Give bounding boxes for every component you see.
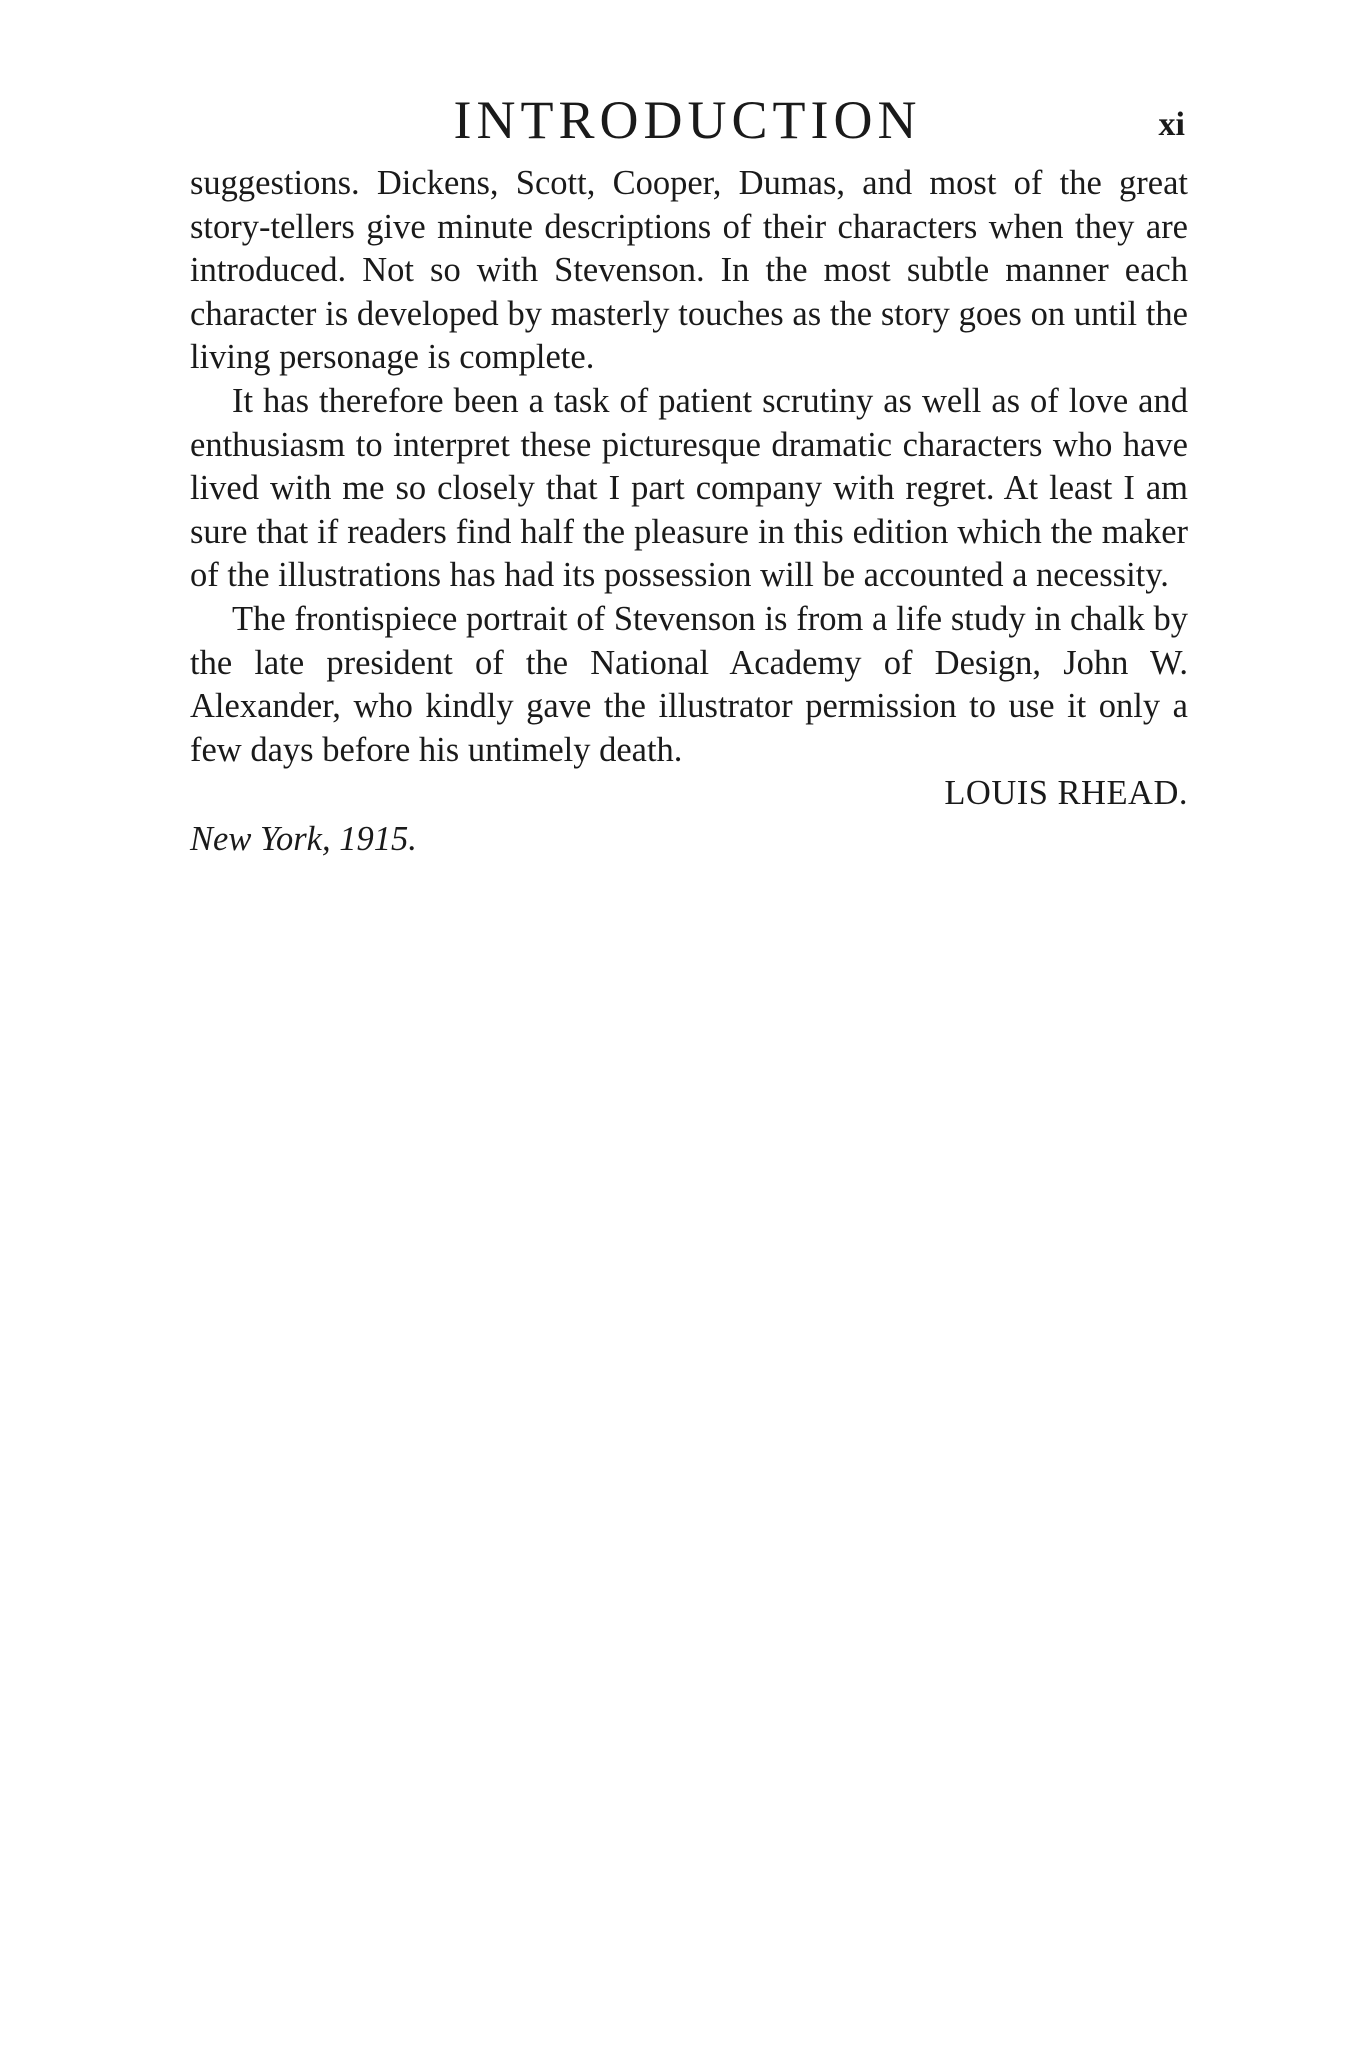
author-signature: LOUIS RHEAD. — [944, 774, 1188, 813]
chapter-title: INTRODUCTION — [453, 90, 922, 150]
paragraph: The frontispiece portrait of Stevenson is from a life study in chalk by the late president of the National Academy of Design, John W. Alexander, who kindly gave the illustrator permission to use it only a few days before his untimely death. — [190, 599, 1188, 769]
dateline: New York, 1915. — [190, 819, 417, 858]
paragraph: It has therefore been a task of patient scrutiny as well as of love and enthusiasm to interpret these picturesque dramatic characters who have lived with me so closely that I part company with regret. At least I am sure that if readers find half the pleasure in this edition which the maker of the illustrations has had its possession will be accounted a necessity. — [190, 381, 1188, 595]
running-head — [190, 88, 1185, 152]
paragraph-continued: suggestions. Dickens, Scott, Cooper, Dumas, and most of the great story-tellers give minute descriptions of their characters when they are introduced. Not so with Stevenson. In the most subtle manner each character is developed by masterly touches as the story goes on until the living personage is complete. — [190, 164, 1188, 377]
body-text — [190, 162, 1188, 862]
page-number: xi — [1158, 106, 1185, 143]
